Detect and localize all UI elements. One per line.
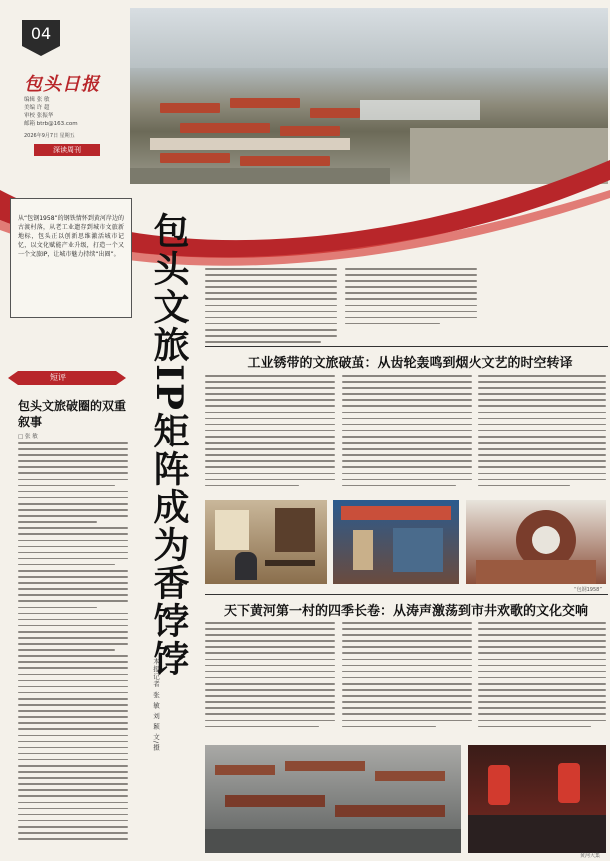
photo-gear-sculpture xyxy=(466,500,606,584)
section1-col2 xyxy=(342,375,472,493)
caption-bottom-photo: 黄河大集 xyxy=(580,853,601,859)
editor-credits xyxy=(24,96,124,128)
caption-mid-photo: “包钢1958” xyxy=(574,587,602,593)
section1-col3 xyxy=(478,375,606,493)
section1-col1 xyxy=(205,375,335,493)
credit-editor: 编辑 张 敏 xyxy=(24,97,50,103)
divider xyxy=(205,594,608,595)
page-number: 04 xyxy=(22,20,60,46)
comment-title: 包头文旅破圈的双重叙事 xyxy=(18,399,127,429)
section-tag: 深读周刊 xyxy=(34,144,100,156)
masthead-logo: 包头日报 xyxy=(24,74,100,95)
comment-tag-banner xyxy=(8,371,126,385)
photo-frozen-river xyxy=(360,100,480,120)
intro-text: 从“包钢1958”的钢铁情怀到黄河岸边的古渡村落，从老工业遗存到城市文旅新地标，包头正以创新思维激活城市记忆，以文化赋能产业升级，打造一个又一个文旅IP，让城市魅力持续“出圈”。 xyxy=(18,215,124,258)
article-lead-col2 xyxy=(345,268,477,343)
photo-cafe-interior xyxy=(205,500,327,584)
section2-col2 xyxy=(342,622,472,734)
byline: 本报记者 张 敏 刘 颖 文/摄 xyxy=(152,658,160,752)
photo-shelf xyxy=(275,508,315,552)
photo-village-aerial xyxy=(205,745,461,853)
photo-lantern xyxy=(488,765,510,805)
credit-proofreader: 审校 张振华 xyxy=(24,113,54,119)
photo-table xyxy=(265,560,315,566)
section2-col1 xyxy=(205,622,335,734)
photo-roof xyxy=(230,98,300,108)
photo-person xyxy=(235,552,257,580)
photo-roof xyxy=(215,765,275,775)
photo-roof xyxy=(335,805,445,817)
photo-festival-crowd xyxy=(468,745,606,853)
divider xyxy=(205,346,608,347)
photo-column xyxy=(353,530,373,570)
section2-col3 xyxy=(478,622,606,734)
photo-wall xyxy=(150,138,350,150)
comment-author: □ 张 敏 xyxy=(18,434,38,440)
comment-tag-label: 短评 xyxy=(50,373,66,382)
photo-roof xyxy=(375,771,445,781)
photo-roof xyxy=(160,103,220,113)
gear-icon xyxy=(466,500,606,584)
article-lead-col1 xyxy=(205,268,337,343)
photo-roof xyxy=(180,123,270,133)
photo-window xyxy=(215,510,249,550)
issue-date: 2026年9月7日 星期五 xyxy=(24,133,75,139)
credit-email: 邮箱 btrb@163.com xyxy=(24,121,78,127)
main-headline: 包头文旅IP矩阵成为香饽饽 xyxy=(148,212,190,678)
photo-sky xyxy=(130,8,608,68)
photo-crowd xyxy=(468,815,606,853)
photo-roof xyxy=(285,761,365,771)
section-heading-industrial: 工业锈带的文旅破茧：从齿轮轰鸣到烟火文艺的时空转译 xyxy=(247,356,573,371)
page-number-notch xyxy=(22,46,60,56)
photo-roof xyxy=(280,126,340,136)
photo-banner xyxy=(341,506,451,520)
photo-roof xyxy=(310,108,360,118)
photo-roof xyxy=(225,795,325,807)
photo-industrial-exhibit xyxy=(333,500,459,584)
photo-lantern xyxy=(558,763,580,803)
comment-body-text xyxy=(18,442,128,842)
photo-screen xyxy=(393,528,443,572)
section-heading-yellow-river: 天下黄河第一村的四季长卷：从涛声激荡到市井欢歌的文化交响 xyxy=(223,604,588,619)
credit-designer: 美编 许 超 xyxy=(24,105,50,111)
photo-ground xyxy=(205,829,461,853)
